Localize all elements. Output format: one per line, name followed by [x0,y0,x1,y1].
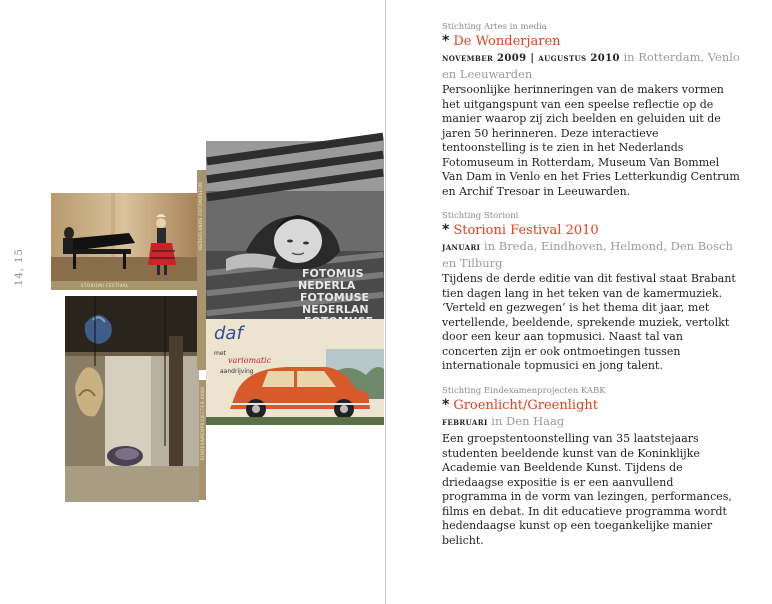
listing-date-location: januari in Breda, Eindhoven, Helmond, Den Bosch en Tilburg [442,239,733,270]
caption-strip-concert: STORIONI FESTIVAL [51,281,197,290]
listing-date-location: februari in Den Haag [442,413,565,428]
listing-entry [442,386,742,549]
listing-description: Persoonlijke herinneringen van de makers vormen het uitgangspunt van een speelse reflectie op de manier waarop zij zich beelden en geluiden uit de jaren 50 herinneren. Deze interactieve tentoonstelling is te zien in het Nederlands Fotomuseum in Rotterdam, Museum Van Bommel Van Dam in Venlo en het Fries Letterkundig Centrum en Archif Tresoar in Leeuwarden. [442,83,740,198]
listing-description: Een groepstentoonstelling van 35 laatstejaars studenten beeldende kunst van de Koninklijke Academie van Beeldende Kunst. Tijdens de driedaagse expositie is er een aanvullend programma in de vorm van lezingen, performances, films en debat. In dit educatieve programma wordt hedendaagse kunst op een toegankelijke manier belicht. [442,432,732,547]
listing-title: * Groenlicht/Greenlight [442,396,598,413]
sign-line: FOTOMUSE [300,291,370,304]
daf-car-ad [206,319,384,425]
ad-line: met [214,350,226,357]
concert-photo [51,193,197,281]
sign-line: FOTOMUS [302,267,364,280]
installation-photo [65,296,199,502]
ad-brand: daf [214,323,243,344]
sign-line: NEDERLA [298,279,356,292]
listing-organisation: Stichting Eindexamenprojecten KABK [442,385,606,396]
asterisk-icon: * [442,396,450,413]
listing-entry [442,22,742,199]
listing-organisation: Stichting Storioni [442,211,519,221]
ad-line: aandrijving [220,368,254,375]
child-on-bench-photo [206,141,384,319]
listing-description: Tijdens de derde editie van dit festival staat Brabant tien dagen lang in het teken van de kamermuziek. ‘Verteld en gezwegen’ is het thema dit jaar, met vertellende, beeldende, sprekende muziek, vertolkt door een keur aan topmusici. Naast tal van concerten zijn er ook ontmoetingen tussen internationale topmusici en jong talent. [442,272,736,372]
listing-title: * Storioni Festival 2010 [442,222,599,238]
caption-vertical-upper: NEDERLANDS FOTOMUSEUM [198,181,203,250]
listing-entry [442,211,742,374]
listings-column [442,22,742,560]
listing-organisation: Stichting Artes in media [442,22,547,32]
listing-date-location: november 2009 | augustus 2010 in Rotterdam, Venlo en Leeuwarden [442,50,740,81]
asterisk-icon: * [442,222,450,238]
asterisk-icon: * [442,33,450,49]
ad-line: variomatic [228,356,272,365]
page-gutter [385,0,386,604]
caption-vertical-lower: EINDEXAMENPROJECTEN KABK [200,386,205,460]
listing-title: * De Wonderjaren [442,33,561,49]
page-number: 14, 15 [14,248,25,286]
sign-line: NEDERLAN [302,303,369,316]
